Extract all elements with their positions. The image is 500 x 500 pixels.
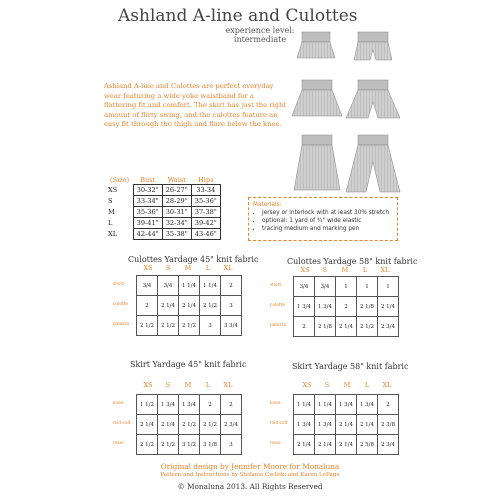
size-chart-cell: 28-29"	[162, 196, 191, 207]
yardage-row-label: culotte	[270, 303, 285, 308]
size-chart-cell: 33-34	[191, 185, 220, 196]
size-chart-header: (Size)	[110, 176, 130, 185]
yardage-cell: 3 1/2	[179, 435, 200, 455]
yardage-cell: 1 1/2	[137, 395, 158, 415]
yardage-cell: 2	[336, 297, 357, 317]
size-header: S	[165, 381, 171, 389]
footer-pattern-credit: Pattern and Instructions by Stefanie Cieliski and Karen LePage	[160, 472, 340, 478]
page-title: Ashland A-line and Culottes	[118, 6, 358, 26]
yardage-cell: 3	[221, 435, 242, 455]
palazzo-drawing	[346, 135, 400, 192]
yardage-cell: 2 1/4	[315, 435, 336, 455]
skirt-45-table	[136, 394, 242, 455]
experience-label: experience level:	[225, 26, 295, 35]
size-chart-row	[106, 229, 220, 240]
size-chart-cell: XL	[108, 230, 118, 238]
footer-credit: Original design by Jennifer Moore for Monaluna	[160, 462, 340, 471]
size-header: M	[184, 381, 192, 389]
yardage-cell: 2 1/8	[357, 297, 378, 317]
size-chart-header-row	[106, 176, 220, 185]
size-header: S	[165, 264, 171, 272]
materials-list	[253, 209, 393, 233]
size-header: M	[341, 266, 349, 274]
yardage-cell: 1 3/4	[315, 297, 336, 317]
yardage-cell: 1 3/4	[357, 395, 378, 415]
size-header: M	[184, 264, 192, 272]
yardage-row	[294, 395, 399, 415]
yardage-cell: 2 1/4	[336, 415, 357, 435]
yardage-row-label: maxi	[113, 441, 124, 446]
size-chart-row	[106, 207, 220, 218]
yardage-row	[137, 435, 242, 455]
yardage-cell: 2 3/4	[378, 435, 399, 455]
size-chart-cell: 35-36"	[133, 207, 162, 218]
size-chart-cell: 35-38"	[162, 229, 191, 240]
yardage-row	[294, 277, 399, 297]
size-header: L	[205, 264, 211, 272]
size-chart-cell: 30-32"	[133, 185, 162, 196]
yardage-row	[137, 276, 242, 296]
size-header: L	[364, 381, 370, 389]
experience-value: intermediate	[233, 35, 287, 44]
yardage-cell: 1 3/4	[179, 395, 200, 415]
yardage-row-label: maxi	[270, 441, 281, 446]
yardage-row-label: knee	[270, 401, 281, 406]
size-chart-cell: XS	[108, 186, 118, 194]
yardage-cell: 1 3/4	[158, 395, 179, 415]
yardage-cell: 2	[137, 296, 158, 316]
size-chart-cell: 37-38"	[191, 207, 220, 218]
yardage-cell: 2 3/4	[221, 415, 242, 435]
size-chart-cell: 35-36"	[191, 196, 220, 207]
yardage-row-label: mid-calf	[113, 421, 131, 426]
materials-item: • Jersey or interlock with at least 30% stretch	[262, 209, 393, 217]
yardage-cell: 2 1/8	[315, 317, 336, 337]
maxi-skirt-drawing	[294, 135, 340, 190]
yardage-row-label: knee	[113, 401, 124, 406]
yardage-row	[294, 435, 399, 455]
skirt-45-title: Skirt Yardage 45" knit fabric	[130, 360, 247, 369]
yardage-cell: 2 1/2	[137, 316, 158, 336]
size-chart-row	[106, 218, 220, 229]
size-chart-cell: 33-34"	[133, 196, 162, 207]
size-chart-cell: S	[108, 197, 113, 205]
size-chart-header: Waist	[167, 176, 186, 184]
footer-copyright: © Monaluna 2013. All Rights Reserved	[177, 482, 323, 491]
yardage-cell: 3 1/8	[200, 435, 221, 455]
yardage-cell: 2	[378, 395, 399, 415]
yardage-cell: 3/4	[137, 276, 158, 296]
size-chart-header: Hips	[198, 176, 214, 184]
yardage-cell: 2	[221, 395, 242, 415]
culotte-drawing	[346, 80, 400, 118]
culottes-45-size-headers	[138, 264, 238, 272]
yardage-cell: 1	[357, 277, 378, 297]
materials-item: • tracing medium and marking pen	[262, 225, 393, 233]
knee-skirt-drawing	[292, 80, 342, 116]
yardage-row	[294, 317, 399, 337]
size-chart-cell: M	[108, 208, 115, 216]
yardage-cell: 1 3/4	[294, 297, 315, 317]
yardage-row	[294, 415, 399, 435]
yardage-row	[294, 297, 399, 317]
size-header: L	[205, 381, 211, 389]
yardage-cell: 2 1/4	[158, 296, 179, 316]
culottes-58-size-headers	[295, 266, 395, 274]
yardage-cell: 1 1/4	[200, 276, 221, 296]
size-chart-cell: 39-42"	[191, 218, 220, 229]
size-header: S	[324, 381, 330, 389]
skirt-58-title: Skirt Yardage 58" knit fabric	[292, 362, 409, 371]
yardage-cell: 2 1/2	[200, 415, 221, 435]
yardage-cell: 2 1/4	[336, 317, 357, 337]
size-chart-cell: 39-41"	[133, 218, 162, 229]
yardage-row-label: palazzo	[113, 322, 130, 327]
yardage-cell: 1 3/4	[315, 415, 336, 435]
yardage-cell: 2 1/2	[158, 435, 179, 455]
yardage-cell: 1	[378, 277, 399, 297]
size-header: L	[362, 266, 368, 274]
yardage-row-label: mid-calf	[270, 421, 288, 426]
size-chart-cell: 42-44"	[133, 229, 162, 240]
yardage-cell: 2 1/4	[357, 415, 378, 435]
size-chart-row	[106, 196, 220, 207]
yardage-cell: 2 3/4	[378, 317, 399, 337]
size-header: XS	[143, 264, 153, 272]
yardage-cell: 3/4	[315, 277, 336, 297]
size-chart-table	[106, 176, 221, 240]
size-header: XS	[300, 266, 310, 274]
size-header: M	[343, 381, 351, 389]
intro-text: Ashland A-line and Culottes are perfect everyday wear featuring a wide yoke waistband for a flattering fit and comfort. The skirt has just the right amount of flirty swing, and the culottes feature an easy fit through the thigh and flare below the knee.	[104, 82, 287, 129]
yardage-cell: 2	[294, 317, 315, 337]
culottes-45-title: Culottes Yardage 45" knit fabric	[128, 255, 259, 264]
yardage-cell: 2 1/2	[357, 317, 378, 337]
yardage-cell: 2	[200, 395, 221, 415]
yardage-cell: 2 3/8	[378, 415, 399, 435]
yardage-cell: 1 1/4	[294, 395, 315, 415]
yardage-cell: 3 3/4	[221, 316, 242, 336]
yardage-cell: 1 1/4	[179, 276, 200, 296]
yardage-cell: 1	[336, 277, 357, 297]
size-chart-cell: 30-31"	[162, 207, 191, 218]
yardage-cell: 2 1/4	[158, 415, 179, 435]
size-header: XS	[143, 381, 153, 389]
size-header: XL	[223, 264, 233, 272]
size-chart-row	[106, 185, 220, 196]
size-chart-cell: 32-34"	[162, 218, 191, 229]
yardage-cell: 1 3/4	[294, 415, 315, 435]
yardage-cell: 2 1/4	[179, 296, 200, 316]
size-chart-cell: 26-27"	[162, 185, 191, 196]
yardage-cell: 2 1/4	[336, 435, 357, 455]
size-header: XL	[382, 381, 392, 389]
size-header: S	[322, 266, 328, 274]
yardage-cell: 2	[221, 276, 242, 296]
yardage-row	[137, 395, 242, 415]
size-chart-header: Bust	[140, 176, 156, 184]
yardage-row-label: short	[113, 282, 125, 287]
materials-item: • optional: 1 yard of ¾" wide elastic	[262, 217, 393, 225]
yardage-row-label: culotte	[113, 302, 128, 307]
skirt-45-size-headers	[138, 381, 238, 389]
yardage-cell: 2 1/2	[137, 435, 158, 455]
yardage-cell: 2 1/2	[179, 316, 200, 336]
yardage-cell: 2 1/2	[179, 415, 200, 435]
yardage-row-label: short	[270, 283, 282, 288]
yardage-cell: 2 1/4	[137, 415, 158, 435]
culottes-58-title: Culottes Yardage 58" knit fabric	[287, 257, 418, 266]
yardage-cell: 3	[200, 316, 221, 336]
yardage-cell: 3/4	[158, 276, 179, 296]
skirt-58-size-headers	[297, 381, 397, 389]
size-header: XS	[302, 381, 312, 389]
yardage-cell: 2 1/2	[158, 316, 179, 336]
yardage-cell: 3/4	[294, 277, 315, 297]
yardage-cell: 2 1/2	[200, 296, 221, 316]
size-chart-cell: 43-46"	[191, 229, 220, 240]
size-chart-cell: L	[108, 219, 113, 227]
yardage-cell: 1 3/4	[336, 395, 357, 415]
yardage-cell: 2 1/4	[294, 435, 315, 455]
size-header: XL	[223, 381, 233, 389]
skirt-58-table	[293, 394, 399, 455]
garment-illustrations	[290, 30, 405, 200]
yardage-cell: 1 1/4	[315, 395, 336, 415]
yardage-row	[137, 296, 242, 316]
short-skirt-drawing	[297, 32, 335, 58]
yardage-cell: 2 5/8	[357, 435, 378, 455]
yardage-cell: 3	[221, 296, 242, 316]
shorts-drawing	[354, 32, 392, 60]
yardage-row	[137, 316, 242, 336]
yardage-row-label: palazzo	[270, 323, 287, 328]
size-header: XL	[380, 266, 390, 274]
yardage-row	[137, 415, 242, 435]
yardage-cell: 2 1/4	[378, 297, 399, 317]
materials-box	[248, 197, 398, 241]
culottes-58-table	[293, 276, 399, 337]
culottes-45-table	[136, 275, 242, 336]
materials-title: Materials:	[253, 202, 282, 208]
